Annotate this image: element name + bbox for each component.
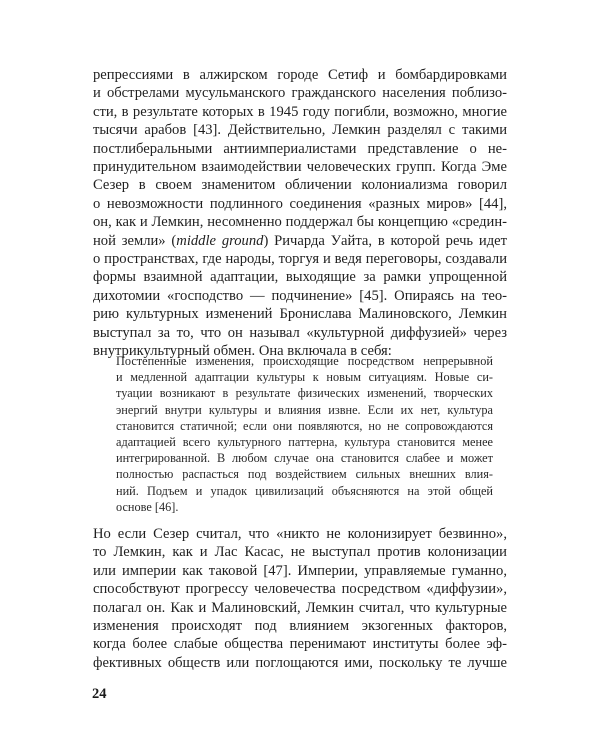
quote-line: туации возникают в результате физических изменений, творческих (116, 386, 493, 401)
paragraph-2 (93, 525, 507, 672)
quote-line: и медленной адаптации культуры к новым ситуациям. Новые си- (116, 370, 493, 385)
quote-line: энергий внутри культуры и влияния извне. Если их нет, культура (116, 402, 493, 417)
text-fragment: ) Ричарда Уайта, в которой речь идет (263, 232, 507, 249)
quote-line: Постепенные изменения, происходящие посредством непрерывной (116, 354, 493, 368)
text-line: принудительном взаимодействии человеческих групп. Когда Эме (93, 159, 507, 176)
text-line: о пространствах, где народы, торгуя и ведя переговоры, создавали (93, 251, 507, 268)
quote-line: адаптацией всего культурного паттерна, культура становится менее (116, 435, 493, 450)
text-line: или империи как таковой [47]. Империи, управляемые гуманно, (93, 562, 507, 579)
quote-line: становится статичной; если они появляются, но не сопровождаются (116, 418, 493, 433)
text-line: он, как и Лемкин, несомненно поддержал бы концепцию «средин- (93, 214, 507, 231)
text-line: Но если Сезер считал, что «никто не колонизирует безвинно», (93, 526, 507, 542)
paragraph-1 (93, 66, 507, 361)
text-line: репрессиями в алжирском городе Сетиф и бомбардировками (93, 67, 507, 83)
block-quote (116, 353, 493, 515)
text-line: фективных обществ или поглощаются ими, поскольку те лучше (93, 654, 507, 671)
text-line (93, 232, 507, 250)
text-line: постлиберальными антиимпериалистами представление о не- (93, 140, 507, 157)
quote-line: интегрированной. В любом случае она становится слабее и может (116, 451, 493, 466)
text-line: Сезер в своем знаменитом обличении колониализма говорил (93, 177, 507, 194)
text-line: полагал он. Как и Малиновский, Лемкин считал, что культурные (93, 599, 507, 616)
text-line: о невозможности подлинного соединения «разных миров» [44], (93, 195, 507, 212)
quote-line: основе [46]. (116, 499, 179, 514)
text-line: выступал за то, что он называл «культурной диффузией» через (93, 324, 507, 341)
text-line: то Лемкин, как и Лас Касас, не выступал против колонизации (93, 544, 507, 561)
quote-line: ний. Подъем и упадок цивилизаций объясняются на этой общей (116, 483, 493, 498)
text-line: рию культурных изменений Бронислава Малиновского, Лемкин (93, 306, 507, 323)
text-line: сти, в результате которых в 1945 году погибли, возможно, многие (93, 103, 507, 120)
text-line: формы взаимной адаптации, выходящие за рамки упрощенной (93, 269, 507, 286)
italic-term: middle ground (176, 232, 264, 249)
text-line: тысячи арабов [43]. Действительно, Лемкин разделял с такими (93, 122, 507, 139)
page-number: 24 (92, 686, 107, 702)
text-line: дихотомии «господство — подчинение» [45]. Опираясь на тео- (93, 287, 507, 304)
quote-line: полностью распасться под воздействием сильных внешних влия- (116, 467, 493, 482)
text-line: изменения происходят под влиянием экзогенных факторов, (93, 618, 507, 635)
text-line: способствуют прогрессу человечества посредством «диффузии», (93, 581, 507, 598)
text-line: и обстрелами мусульманского гражданского населения поблизо- (93, 85, 507, 102)
text-line: когда более слабые общества перенимают институты более эф- (93, 636, 507, 653)
text-fragment: ной земли» ( (93, 232, 177, 249)
text-line: внутрикультурный обмен. Она включала в себя: (93, 343, 392, 360)
